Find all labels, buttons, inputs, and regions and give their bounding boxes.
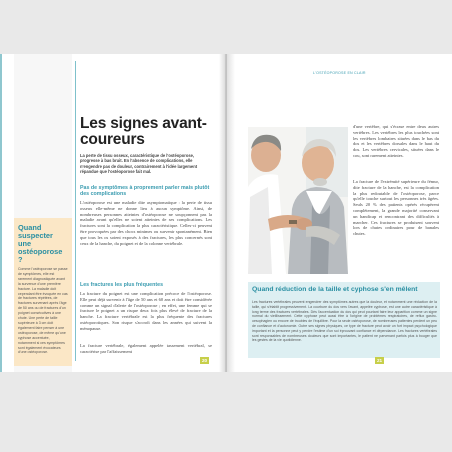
right-text-top: d'une vertèbre, qui s'écrase entre deux autres vertèbres. Les vertèbres les plus touchées sont les vertèbres lombaires situées dans le bas du dos et les vertèbres dorsales dans le haut du dos. Les vertèbres cervicales, situées dans le cou, sont rarement atteintes. xyxy=(353,124,439,158)
right-text-bottom: La fracture de l'extrémité supérieure du fémur, dite fracture de la hanche, est la complication la plus redoutable de l'ostéoporose, parce qu'elle touche surtout les personnes très âgées. Seuls 20 % des patients opérés récupèrent complètement, la grande majorité conservant un handicap et rencontrant des difficultés à marcher. Ces fractures se produisent souvent lors de chutes ordinaires pour de banales chutes. xyxy=(353,179,439,237)
sidebar-text: Comme l'ostéoporose se passe de symptômes, elle est rarement diagnostiquée avant la survenue d'une première fracture. La maladie doit cependant être évoquée en cas de fractures répétées, de fractures survenant après l'âge de 50 ans ou de fractures d'un poignet consécutives à une chute. Une perte de taille supérieure à 3 cm doit également faire penser à une ostéoporose, de même qu'une cyphose accentuée, notamment si ces symptômes sont également évocateurs d'une ostéoporose. xyxy=(18,267,68,355)
info-box-text: Les fractures vertébrales peuvent engendrer des symptômes autres que la douleur, et notamment une réduction de la taille, qui s'établit progressivement. La courbure du dos vers l'avant, appelée cyphose, est une autre caractéristique à long terme des fractures vertébrales. Dès l'accentuation du dos qui peut pourtant faire leur apparition comme un signe normal du vieillissement. Cette cyphose peut aussi être à l'origine de problèmes respiratoires, de reflux gastro-oesophagien ou encore de troubles de l'équilibre. Pour la seule ostéoporose, de nombreuses patientes perdent un peu de confiance et d'autonomie. Outre ses signes physiques, ce type de fracture peut avoir un fort impact psychologique important et la personne peut y perdre l'estime d'un soi éprouvant confiance et dépendance. Les fractures vertébrales sont responsables de nombreuses douleurs que sont importantes, le patient ne parvenant parfois plus à bouger que les gestes de la vie quotidienne. xyxy=(252,300,437,343)
photo-illustration xyxy=(248,127,348,274)
section-text-fractures-continued: La fracture vertébrale, également appelée tassement vertébral, se caractérise par l'affaissement xyxy=(80,343,212,354)
chapter-title: Les signes avant-coureurs xyxy=(80,115,207,148)
page-number: 21 xyxy=(376,358,383,363)
section-heading-fractures: Les fractures les plus fréquentes xyxy=(80,282,164,288)
chapter-intro: La perte de tissu osseux, caractéristique de l'ostéoporose, progresse à bas bruit. En l'absence de complications, elle n'engendre pas de douleur, contrairement à l'idée largement répandue que l'ostéoporose fait mal. xyxy=(80,153,198,175)
column-divider xyxy=(75,61,76,361)
section-text-fractures: La fracture du poignet est une complication précoce de l'ostéoporose. Elle peut déjà survenir à l'âge de 50 ans et 60 ans et doit être considérée comme un signal d'alerte de l'ostéoporose ; en effet, une femme qui se fracture le poignet a un risque deux fois plus élevé de fracture de la hanche. La fracture vertébrale est la plus fréquente des fractures ostéoporotiques. Son risque s'accroît dans les années qui suivent la ménopause. xyxy=(80,291,212,331)
page-number: 20 xyxy=(201,358,208,363)
right-page xyxy=(227,54,452,372)
section-heading-symptoms: Pas de symptômes à proprement parler mais plutôt des complications xyxy=(80,185,210,198)
sidebar-title: Quand suspecter une ostéoporose ? xyxy=(18,223,63,264)
left-page xyxy=(0,54,225,372)
page-edge-strip xyxy=(0,54,2,372)
info-box xyxy=(248,282,440,358)
running-head: L'OSTÉOPOROSE EN CLAIR xyxy=(313,71,366,75)
book-gutter-shadow xyxy=(219,54,227,372)
section-text-symptoms: L'ostéoporose est une maladie dite asymptomatique : la perte de tissu osseux elle-même ne donne lieu à aucun symptôme. Ainsi, de nombreuses personnes atteintes d'ostéoporose ne soupçonnent pas la maladie avant qu'elles ne soient atteintes de ses complications. Les fractures sont la complication la plus caractéristique. Celles-ci peuvent être provoquées par des chocs minimes ou survenir spontanément. Bien que tous les os soient exposés à des fractures, les plus concernés sont ceux de la hanche, du poignet et de la colonne vertébrale. xyxy=(80,200,212,246)
info-box-title: Quand réduction de la taille et cyphose s'en mêlent xyxy=(252,286,418,293)
photo-doctor-patient xyxy=(248,127,348,274)
sidebar-box xyxy=(14,218,72,366)
book-gutter-shadow xyxy=(227,54,235,372)
